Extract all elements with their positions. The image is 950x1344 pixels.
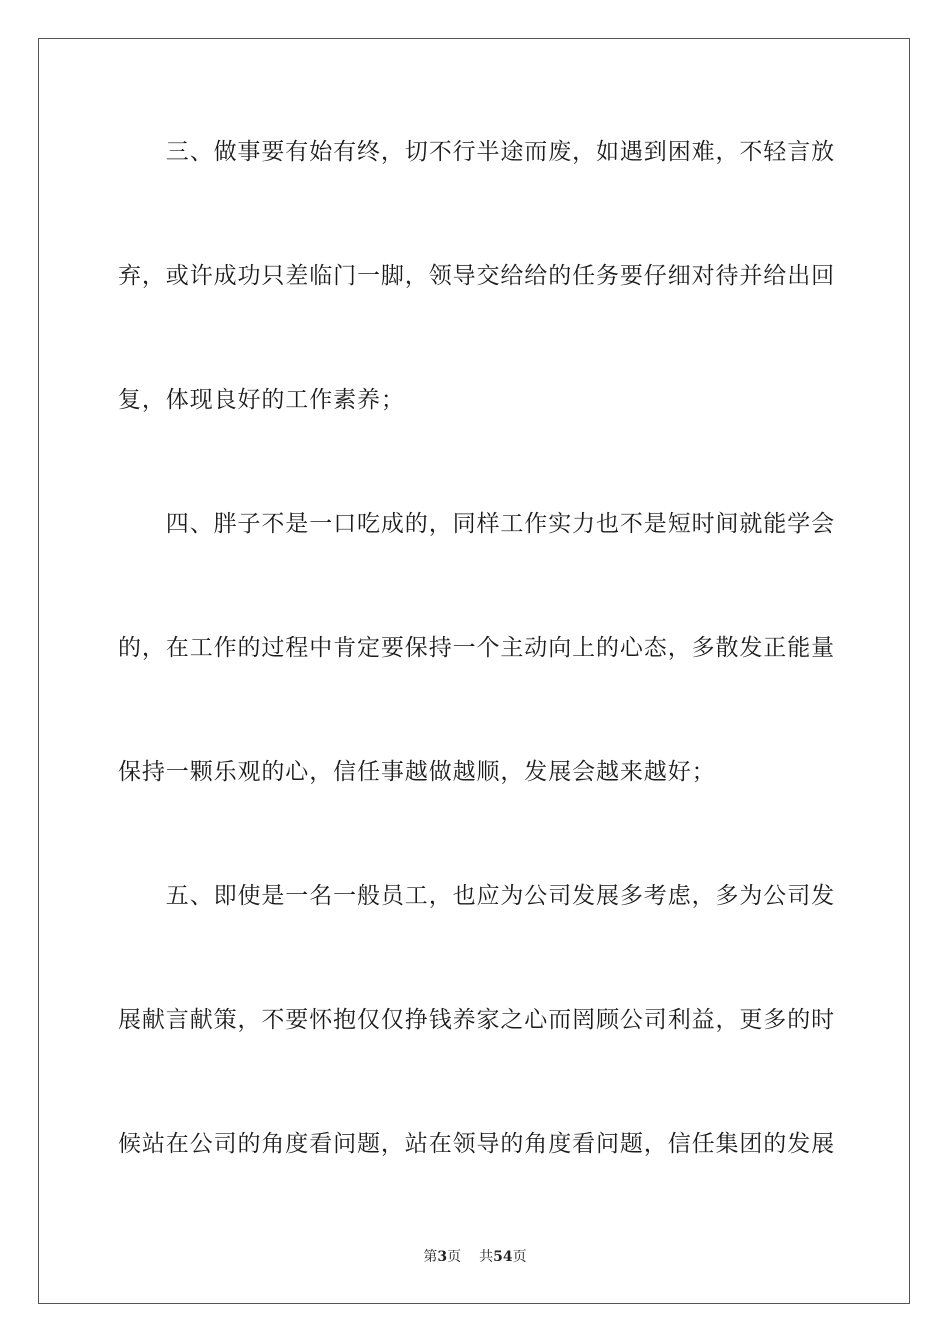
total-prefix: 共 bbox=[479, 1249, 494, 1265]
text-line-1: 三、做事要有始有终，切不行半途而废，如遇到困难，不轻言放 bbox=[118, 139, 835, 165]
page-prefix: 第 bbox=[423, 1249, 438, 1265]
text-line-3: 复，体现良好的工作素养； bbox=[118, 387, 405, 413]
total-pages: 54 bbox=[493, 1249, 513, 1265]
text-line-7: 五、即使是一名一般员工，也应为公司发展多考虑，多为公司发 bbox=[118, 883, 835, 909]
text-line-4: 四、胖子不是一口吃成的，同样工作实力也不是短时间就能学会 bbox=[118, 511, 835, 537]
text-line-6: 保持一颗乐观的心，信任事越做越顺，发展会越来越好； bbox=[118, 759, 716, 785]
text-line-2: 弃，或许成功只差临门一脚，领导交给给的任务要仔细对待并给出回 bbox=[118, 263, 835, 289]
page-border bbox=[38, 38, 910, 1304]
text-line-9: 候站在公司的角度看问题，站在领导的角度看问题，信任集团的发展 bbox=[118, 1131, 835, 1157]
page-suffix: 页 bbox=[447, 1249, 462, 1265]
page-number: 3 bbox=[437, 1249, 448, 1265]
page-footer bbox=[0, 1248, 950, 1266]
total-suffix: 页 bbox=[512, 1249, 527, 1265]
text-line-5: 的，在工作的过程中肯定要保持一个主动向上的心态，多散发正能量 bbox=[118, 635, 835, 661]
text-line-8: 展献言献策，不要怀抱仅仅挣钱养家之心而罔顾公司利益，更多的时 bbox=[118, 1007, 835, 1033]
